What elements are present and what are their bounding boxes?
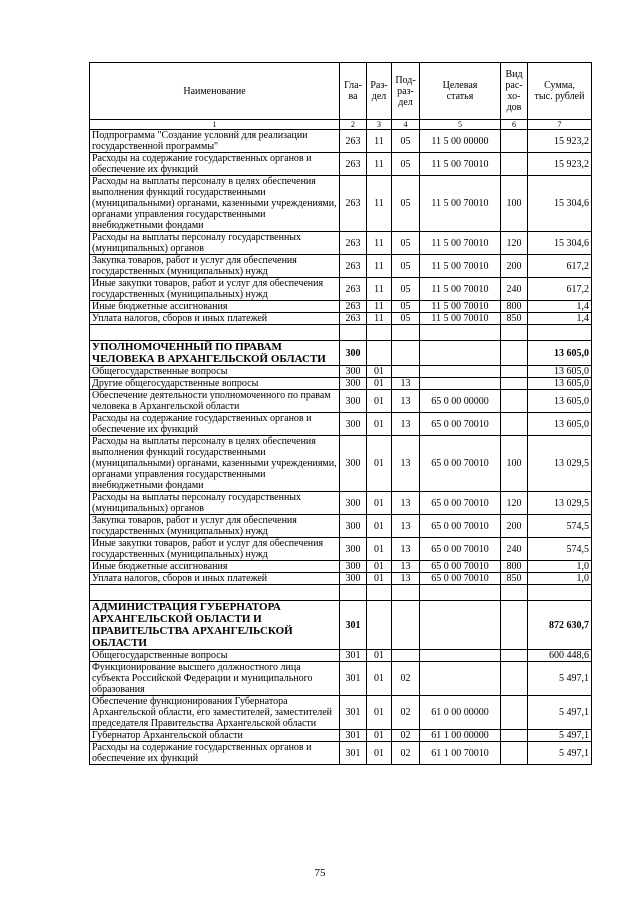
row-subsection-cell: 13 bbox=[392, 436, 420, 492]
row-section-cell: 01 bbox=[367, 515, 392, 538]
row-target-article-cell bbox=[420, 341, 501, 366]
row-target-article-cell bbox=[420, 378, 501, 390]
row-amount-cell: 13 029,5 bbox=[528, 436, 592, 492]
row-target-article-cell bbox=[420, 325, 501, 341]
row-target-article-cell: 65 0 00 00000 bbox=[420, 390, 501, 413]
row-target-article-cell bbox=[420, 650, 501, 662]
row-subsection-cell: 05 bbox=[392, 176, 420, 232]
row-chapter-cell: 301 bbox=[340, 650, 367, 662]
row-expense-type-cell: 120 bbox=[501, 232, 528, 255]
row-chapter-cell: 300 bbox=[340, 515, 367, 538]
row-target-article-cell: 65 0 00 70010 bbox=[420, 492, 501, 515]
row-subsection-cell: 13 bbox=[392, 561, 420, 573]
table-row bbox=[90, 232, 592, 255]
row-section-cell bbox=[367, 601, 392, 650]
row-amount-cell: 15 304,6 bbox=[528, 176, 592, 232]
column-number: 5 bbox=[420, 120, 501, 130]
table-row bbox=[90, 573, 592, 585]
column-number-row bbox=[90, 120, 592, 130]
row-chapter-cell: 263 bbox=[340, 313, 367, 325]
row-target-article-cell: 65 0 00 70010 bbox=[420, 573, 501, 585]
row-amount-cell: 5 497,1 bbox=[528, 730, 592, 742]
row-section-cell: 11 bbox=[367, 176, 392, 232]
row-name-cell: Обеспечение деятельности уполномоченного по правам человека в Архангельской области bbox=[90, 390, 340, 413]
row-amount-cell: 5 497,1 bbox=[528, 662, 592, 696]
row-expense-type-cell bbox=[501, 585, 528, 601]
table-row bbox=[90, 538, 592, 561]
row-expense-type-cell bbox=[501, 662, 528, 696]
row-chapter-cell: 300 bbox=[340, 378, 367, 390]
row-chapter-cell: 263 bbox=[340, 176, 367, 232]
row-amount-cell: 600 448,6 bbox=[528, 650, 592, 662]
page-number: 75 bbox=[314, 867, 326, 879]
row-target-article-cell: 61 0 00 00000 bbox=[420, 696, 501, 730]
row-name-cell: Расходы на выплаты персоналу государственных (муниципальных) органов bbox=[90, 492, 340, 515]
row-expense-type-cell bbox=[501, 341, 528, 366]
row-target-article-cell: 11 5 00 70010 bbox=[420, 153, 501, 176]
row-chapter-cell: 263 bbox=[340, 232, 367, 255]
row-target-article-cell: 11 5 00 70010 bbox=[420, 313, 501, 325]
row-subsection-cell: 05 bbox=[392, 232, 420, 255]
table-row bbox=[90, 176, 592, 232]
column-number: 7 bbox=[528, 120, 592, 130]
row-expense-type-cell: 240 bbox=[501, 538, 528, 561]
row-section-cell: 01 bbox=[367, 662, 392, 696]
table-row bbox=[90, 153, 592, 176]
row-section-cell: 11 bbox=[367, 255, 392, 278]
header-expense-type: Вид рас- хо- дов bbox=[501, 63, 528, 120]
row-chapter-cell bbox=[340, 325, 367, 341]
row-section-cell bbox=[367, 585, 392, 601]
row-name-cell: Иные закупки товаров, работ и услуг для обеспечения государственных (муниципальных) нужд bbox=[90, 278, 340, 301]
row-chapter-cell: 301 bbox=[340, 742, 367, 765]
row-target-article-cell: 11 5 00 70010 bbox=[420, 278, 501, 301]
row-target-article-cell bbox=[420, 585, 501, 601]
row-amount-cell: 1,0 bbox=[528, 561, 592, 573]
spacer-row bbox=[90, 325, 592, 341]
row-subsection-cell bbox=[392, 601, 420, 650]
row-section-cell: 11 bbox=[367, 278, 392, 301]
row-subsection-cell: 02 bbox=[392, 730, 420, 742]
row-amount-cell: 13 605,0 bbox=[528, 341, 592, 366]
row-expense-type-cell bbox=[501, 390, 528, 413]
table-row bbox=[90, 255, 592, 278]
row-expense-type-cell bbox=[501, 742, 528, 765]
row-name-cell: Иные закупки товаров, работ и услуг для обеспечения государственных (муниципальных) нужд bbox=[90, 538, 340, 561]
row-amount-cell: 13 605,0 bbox=[528, 390, 592, 413]
row-expense-type-cell bbox=[501, 413, 528, 436]
row-section-cell: 01 bbox=[367, 378, 392, 390]
row-expense-type-cell bbox=[501, 696, 528, 730]
row-section-cell: 01 bbox=[367, 730, 392, 742]
row-amount-cell: 13 029,5 bbox=[528, 492, 592, 515]
table-row bbox=[90, 696, 592, 730]
row-subsection-cell: 02 bbox=[392, 662, 420, 696]
table-row bbox=[90, 301, 592, 313]
row-target-article-cell: 11 5 00 70010 bbox=[420, 255, 501, 278]
row-name-cell: Иные бюджетные ассигнования bbox=[90, 561, 340, 573]
row-section-cell: 11 bbox=[367, 232, 392, 255]
table-row bbox=[90, 366, 592, 378]
row-target-article-cell: 11 5 00 70010 bbox=[420, 232, 501, 255]
row-chapter-cell: 300 bbox=[340, 436, 367, 492]
row-chapter-cell: 300 bbox=[340, 561, 367, 573]
row-name-cell: Расходы на содержание государственных органов и обеспечение их функций bbox=[90, 153, 340, 176]
row-name-cell: Подпрограмма "Создание условий для реализации государственной программы" bbox=[90, 130, 340, 153]
row-expense-type-cell bbox=[501, 366, 528, 378]
row-name-cell: Общегосударственные вопросы bbox=[90, 650, 340, 662]
row-amount-cell bbox=[528, 585, 592, 601]
row-chapter-cell: 301 bbox=[340, 730, 367, 742]
row-expense-type-cell: 800 bbox=[501, 561, 528, 573]
row-subsection-cell: 02 bbox=[392, 696, 420, 730]
row-amount-cell: 13 605,0 bbox=[528, 366, 592, 378]
row-chapter-cell bbox=[340, 585, 367, 601]
table-row bbox=[90, 130, 592, 153]
row-chapter-cell: 300 bbox=[340, 341, 367, 366]
row-amount-cell: 872 630,7 bbox=[528, 601, 592, 650]
row-section-cell: 01 bbox=[367, 413, 392, 436]
row-chapter-cell: 300 bbox=[340, 413, 367, 436]
row-target-article-cell: 11 5 00 70010 bbox=[420, 176, 501, 232]
row-amount-cell: 15 923,2 bbox=[528, 130, 592, 153]
table-row bbox=[90, 730, 592, 742]
header-chapter: Гла- ва bbox=[340, 63, 367, 120]
header-name: Наименование bbox=[90, 63, 340, 120]
row-expense-type-cell bbox=[501, 730, 528, 742]
row-target-article-cell: 61 1 00 70010 bbox=[420, 742, 501, 765]
row-section-cell: 01 bbox=[367, 436, 392, 492]
row-chapter-cell: 263 bbox=[340, 130, 367, 153]
row-chapter-cell: 300 bbox=[340, 573, 367, 585]
row-subsection-cell: 05 bbox=[392, 313, 420, 325]
row-chapter-cell: 301 bbox=[340, 601, 367, 650]
section-header-row bbox=[90, 341, 592, 366]
section-header-row bbox=[90, 601, 592, 650]
row-chapter-cell: 263 bbox=[340, 278, 367, 301]
row-name-cell: Губернатор Архангельской области bbox=[90, 730, 340, 742]
row-subsection-cell: 05 bbox=[392, 278, 420, 301]
row-expense-type-cell: 800 bbox=[501, 301, 528, 313]
row-target-article-cell bbox=[420, 601, 501, 650]
row-amount-cell: 617,2 bbox=[528, 255, 592, 278]
row-target-article-cell: 61 1 00 00000 bbox=[420, 730, 501, 742]
row-chapter-cell: 301 bbox=[340, 696, 367, 730]
row-target-article-cell: 65 0 00 70010 bbox=[420, 561, 501, 573]
row-name-cell: Функционирование высшего должностного лица субъекта Российской Федерации и муниципального образования bbox=[90, 662, 340, 696]
budget-table bbox=[89, 62, 592, 765]
row-chapter-cell: 263 bbox=[340, 301, 367, 313]
row-amount-cell: 13 605,0 bbox=[528, 413, 592, 436]
row-chapter-cell: 300 bbox=[340, 366, 367, 378]
table-row bbox=[90, 492, 592, 515]
row-section-cell: 01 bbox=[367, 538, 392, 561]
table-row bbox=[90, 413, 592, 436]
row-chapter-cell: 300 bbox=[340, 538, 367, 561]
column-number: 2 bbox=[340, 120, 367, 130]
row-chapter-cell: 263 bbox=[340, 153, 367, 176]
row-subsection-cell: 13 bbox=[392, 515, 420, 538]
row-target-article-cell bbox=[420, 662, 501, 696]
table-row bbox=[90, 278, 592, 301]
column-number: 6 bbox=[501, 120, 528, 130]
row-target-article-cell: 65 0 00 70010 bbox=[420, 413, 501, 436]
row-expense-type-cell bbox=[501, 130, 528, 153]
table-body bbox=[90, 130, 592, 765]
column-number: 3 bbox=[367, 120, 392, 130]
row-chapter-cell: 263 bbox=[340, 255, 367, 278]
row-subsection-cell bbox=[392, 585, 420, 601]
table-row bbox=[90, 515, 592, 538]
row-target-article-cell: 11 5 00 00000 bbox=[420, 130, 501, 153]
row-expense-type-cell: 850 bbox=[501, 573, 528, 585]
row-expense-type-cell: 200 bbox=[501, 515, 528, 538]
spacer-row bbox=[90, 585, 592, 601]
row-name-cell: УПОЛНОМОЧЕННЫЙ ПО ПРАВАМ ЧЕЛОВЕКА В АРХАНГЕЛЬСКОЙ ОБЛАСТИ bbox=[90, 341, 340, 366]
row-target-article-cell bbox=[420, 366, 501, 378]
row-subsection-cell bbox=[392, 366, 420, 378]
row-amount-cell bbox=[528, 325, 592, 341]
row-amount-cell: 15 304,6 bbox=[528, 232, 592, 255]
row-expense-type-cell bbox=[501, 378, 528, 390]
row-subsection-cell: 13 bbox=[392, 413, 420, 436]
row-section-cell: 01 bbox=[367, 696, 392, 730]
table-row bbox=[90, 313, 592, 325]
table-row bbox=[90, 742, 592, 765]
row-name-cell: АДМИНИСТРАЦИЯ ГУБЕРНАТОРА АРХАНГЕЛЬСКОЙ ОБЛАСТИ И ПРАВИТЕЛЬСТВА АРХАНГЕЛЬСКОЙ ОБЛАСТИ bbox=[90, 601, 340, 650]
row-subsection-cell: 13 bbox=[392, 390, 420, 413]
header-target-article: Целевая статья bbox=[420, 63, 501, 120]
row-amount-cell: 5 497,1 bbox=[528, 696, 592, 730]
row-expense-type-cell: 240 bbox=[501, 278, 528, 301]
row-name-cell bbox=[90, 325, 340, 341]
row-amount-cell: 5 497,1 bbox=[528, 742, 592, 765]
table-row bbox=[90, 390, 592, 413]
row-section-cell: 01 bbox=[367, 561, 392, 573]
table-row bbox=[90, 436, 592, 492]
row-name-cell: Расходы на выплаты персоналу в целях обеспечения выполнения функций государственными (муниципальными) органами, казенными учреждениями, органами управления государственными внебюджетными фондами bbox=[90, 176, 340, 232]
row-target-article-cell: 65 0 00 70010 bbox=[420, 538, 501, 561]
row-expense-type-cell: 120 bbox=[501, 492, 528, 515]
row-section-cell: 11 bbox=[367, 153, 392, 176]
row-expense-type-cell bbox=[501, 325, 528, 341]
header-amount: Сумма, тыс. рублей bbox=[528, 63, 592, 120]
row-target-article-cell: 65 0 00 70010 bbox=[420, 515, 501, 538]
table-row bbox=[90, 378, 592, 390]
row-subsection-cell bbox=[392, 650, 420, 662]
row-name-cell: Уплата налогов, сборов и иных платежей bbox=[90, 573, 340, 585]
row-subsection-cell: 05 bbox=[392, 130, 420, 153]
row-amount-cell: 15 923,2 bbox=[528, 153, 592, 176]
row-name-cell: Расходы на выплаты персоналу государственных (муниципальных) органов bbox=[90, 232, 340, 255]
row-expense-type-cell bbox=[501, 650, 528, 662]
row-target-article-cell: 65 0 00 70010 bbox=[420, 436, 501, 492]
header-section: Раз- дел bbox=[367, 63, 392, 120]
row-name-cell: Закупка товаров, работ и услуг для обеспечения государственных (муниципальных) нужд bbox=[90, 255, 340, 278]
row-section-cell bbox=[367, 325, 392, 341]
row-subsection-cell: 13 bbox=[392, 378, 420, 390]
row-name-cell: Расходы на выплаты персоналу в целях обеспечения выполнения функций государственными (муниципальными) органами, казенными учреждениями, органами управления государственными внебюджетными фондами bbox=[90, 436, 340, 492]
row-amount-cell: 574,5 bbox=[528, 515, 592, 538]
row-expense-type-cell: 100 bbox=[501, 176, 528, 232]
row-expense-type-cell bbox=[501, 601, 528, 650]
row-subsection-cell bbox=[392, 341, 420, 366]
row-expense-type-cell: 850 bbox=[501, 313, 528, 325]
row-name-cell: Уплата налогов, сборов и иных платежей bbox=[90, 313, 340, 325]
row-chapter-cell: 300 bbox=[340, 492, 367, 515]
row-amount-cell: 13 605,0 bbox=[528, 378, 592, 390]
row-section-cell bbox=[367, 341, 392, 366]
table-row bbox=[90, 561, 592, 573]
row-section-cell: 01 bbox=[367, 492, 392, 515]
row-section-cell: 01 bbox=[367, 366, 392, 378]
row-section-cell: 11 bbox=[367, 130, 392, 153]
row-amount-cell: 1,0 bbox=[528, 573, 592, 585]
table-row bbox=[90, 662, 592, 696]
row-section-cell: 11 bbox=[367, 313, 392, 325]
row-name-cell: Общегосударственные вопросы bbox=[90, 366, 340, 378]
row-amount-cell: 1,4 bbox=[528, 301, 592, 313]
column-number: 4 bbox=[392, 120, 420, 130]
row-amount-cell: 617,2 bbox=[528, 278, 592, 301]
row-section-cell: 01 bbox=[367, 742, 392, 765]
row-amount-cell: 1,4 bbox=[528, 313, 592, 325]
row-expense-type-cell: 100 bbox=[501, 436, 528, 492]
row-chapter-cell: 300 bbox=[340, 390, 367, 413]
row-subsection-cell: 13 bbox=[392, 573, 420, 585]
row-subsection-cell: 05 bbox=[392, 255, 420, 278]
row-subsection-cell: 02 bbox=[392, 742, 420, 765]
row-name-cell: Другие общегосударственные вопросы bbox=[90, 378, 340, 390]
row-target-article-cell: 11 5 00 70010 bbox=[420, 301, 501, 313]
row-subsection-cell bbox=[392, 325, 420, 341]
row-expense-type-cell: 200 bbox=[501, 255, 528, 278]
table-row bbox=[90, 650, 592, 662]
row-name-cell: Закупка товаров, работ и услуг для обеспечения государственных (муниципальных) нужд bbox=[90, 515, 340, 538]
header-subsection: Под- раз- дел bbox=[392, 63, 420, 120]
row-name-cell bbox=[90, 585, 340, 601]
row-name-cell: Обеспечение функционирования Губернатора Архангельской области, его заместителей, заместителей председателя Правительства Архангельской области bbox=[90, 696, 340, 730]
row-subsection-cell: 05 bbox=[392, 301, 420, 313]
row-section-cell: 11 bbox=[367, 301, 392, 313]
row-subsection-cell: 13 bbox=[392, 492, 420, 515]
row-chapter-cell: 301 bbox=[340, 662, 367, 696]
row-section-cell: 01 bbox=[367, 390, 392, 413]
row-name-cell: Расходы на содержание государственных органов и обеспечение их функций bbox=[90, 742, 340, 765]
row-name-cell: Иные бюджетные ассигнования bbox=[90, 301, 340, 313]
row-section-cell: 01 bbox=[367, 650, 392, 662]
column-number: 1 bbox=[90, 120, 340, 130]
row-amount-cell: 574,5 bbox=[528, 538, 592, 561]
row-section-cell: 01 bbox=[367, 573, 392, 585]
row-name-cell: Расходы на содержание государственных органов и обеспечение их функций bbox=[90, 413, 340, 436]
row-expense-type-cell bbox=[501, 153, 528, 176]
table-header-row bbox=[90, 63, 592, 120]
row-subsection-cell: 05 bbox=[392, 153, 420, 176]
row-subsection-cell: 13 bbox=[392, 538, 420, 561]
